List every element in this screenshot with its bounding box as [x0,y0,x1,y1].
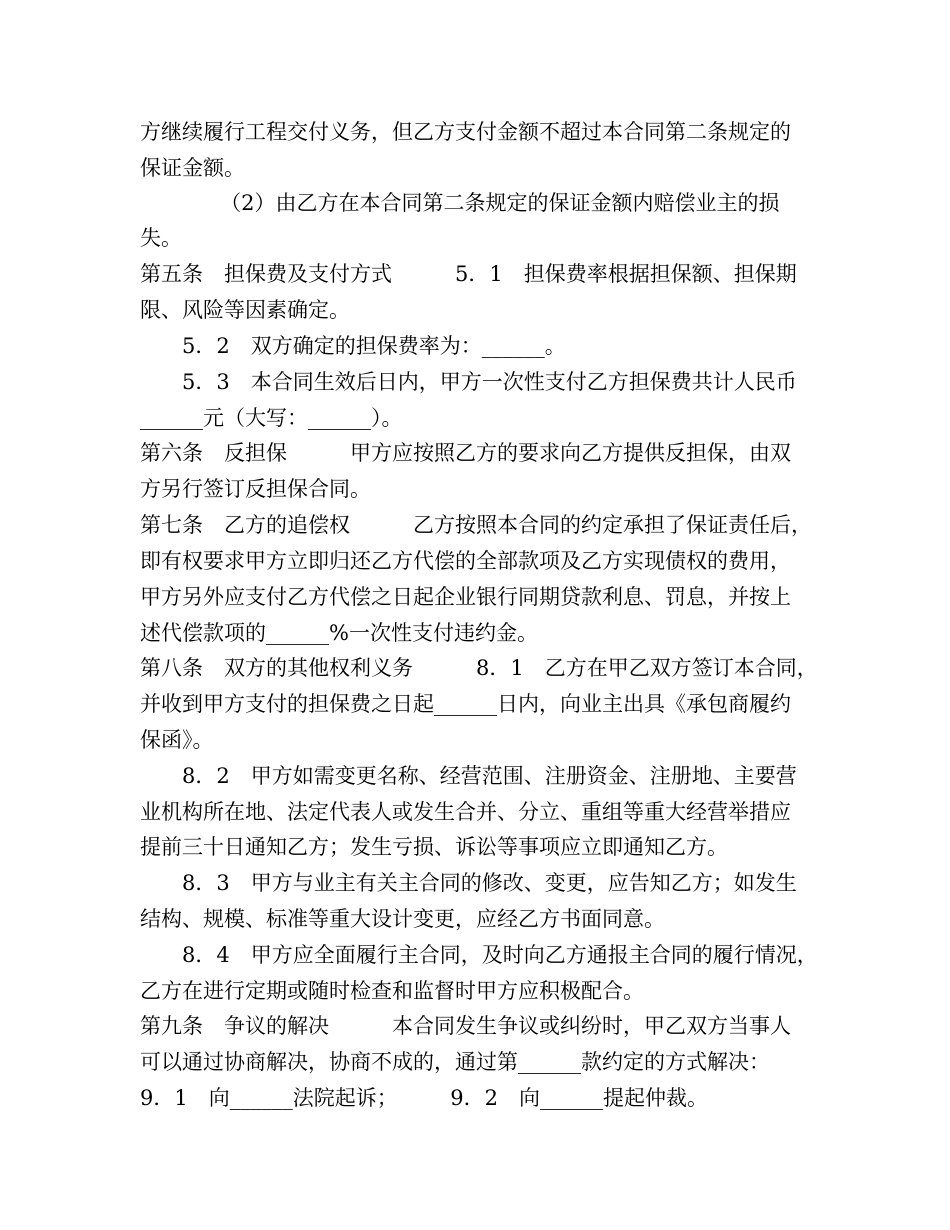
section-heading-line: 第八条 双方的其他权利义务 8．1 乙方在甲乙双方签订本合同， [140,656,818,680]
text-line: 5．3 本合同生效后日内，甲方一次性支付乙方担保费共计人民币 [140,370,797,394]
text-line: 甲方另外应支付乙方代偿之日起企业银行同期贷款利息、罚息，并按上 [140,585,791,609]
text-line: 方另行签订反担保合同。 [140,477,371,501]
section-heading-line: 第六条 反担保 甲方应按照乙方的要求向乙方提供反担保，由双 [140,441,791,465]
text-line: ______元（大写：______）。 [140,406,403,430]
section-heading-line: 第九条 争议的解决 本合同发生争议或纠纷时，甲乙双方当事人 [140,1014,791,1038]
text-line: 可以通过协商解决，协商不成的，通过第______款约定的方式解决： [140,1050,770,1074]
text-line: 提前三十日通知乙方；发生亏损、诉讼等事项应立即通知乙方。 [140,835,728,859]
text-line: 方继续履行工程交付义务，但乙方支付金额不超过本合同第二条规定的 [140,120,791,144]
text-line: 述代偿款项的______%一次性支付违约金。 [140,621,538,645]
text-line: 5．2 双方确定的担保费率为：______。 [140,334,566,358]
text-line: 8．2 甲方如需变更名称、经营范围、注册资金、注册地、主要营 [140,764,797,788]
text-line: 8．3 甲方与业主有关主合同的修改、变更，应告知乙方；如发生 [140,871,797,895]
text-line: 失。 [140,226,182,250]
text-line: 即有权要求甲方立即归还乙方代偿的全部款项及乙方实现债权的费用， [140,549,791,573]
text-line: 并收到甲方支付的担保费之日起______日内，向业主出具《承包商履约 [140,692,791,716]
text-line: 保函》。 [140,728,214,752]
text-line: 保证金额。 [140,156,245,180]
text-line: 限、风险等因素确定。 [140,298,350,322]
text-line: 结构、规模、标准等重大设计变更，应经乙方书面同意。 [140,907,665,931]
text-line: 9．1 向______法院起诉； 9．2 向______提起仲裁。 [140,1086,708,1110]
text-line: 8．4 甲方应全面履行主合同，及时向乙方通报主合同的履行情况， [140,943,818,967]
text-line: （2）由乙方在本合同第二条规定的保证金额内赔偿业主的损 [140,191,780,215]
section-heading-line: 第五条 担保费及支付方式 5．1 担保费率根据担保额、担保期 [140,262,797,286]
section-heading-line: 第七条 乙方的追偿权 乙方按照本合同的约定承担了保证责任后， [140,513,812,537]
text-line: 乙方在进行定期或随时检查和监督时甲方应积极配合。 [140,979,644,1003]
text-line: 业机构所在地、法定代表人或发生合并、分立、重组等重大经营举措应 [140,800,791,824]
